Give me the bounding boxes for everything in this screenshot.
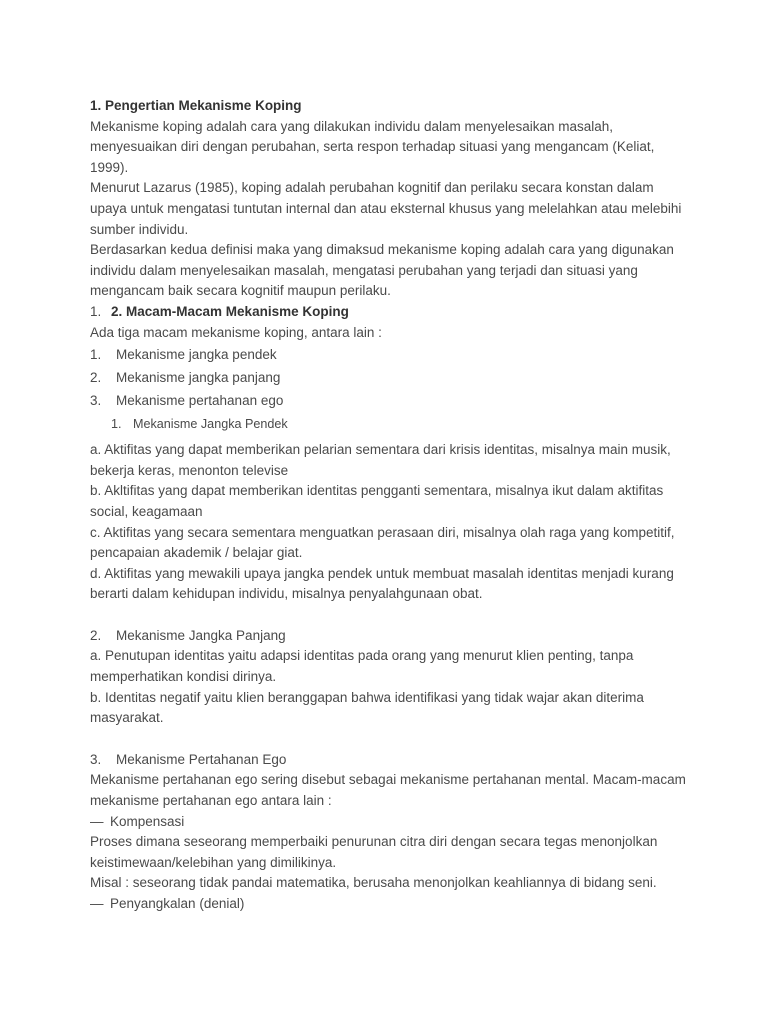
- paragraph-line: memperhatikan kondisi dirinya.: [90, 669, 277, 685]
- list-number: 1.: [90, 303, 102, 319]
- list-number: 1.: [90, 347, 102, 363]
- section-2-heading: [90, 302, 690, 323]
- list-number: 3.: [90, 393, 102, 409]
- subsection-1-heading: [90, 412, 690, 436]
- paragraph-line: Menurut Lazarus (1985), koping adalah perubahan kognitif dan perilaku secara konstan dalam: [90, 180, 654, 196]
- paragraph-line: a. Penutupan identitas yaitu adapsi identitas pada orang yang menurut klien penting, tanpa: [90, 648, 634, 664]
- paragraph-line: individu dalam menyelesaikan masalah, mengatasi perubahan yang terjadi dan situasi yang: [90, 262, 638, 278]
- subsection-3-title: Mekanisme Pertahanan Ego: [116, 751, 287, 767]
- section-2-intro: Ada tiga macam mekanisme koping, antara lain :: [90, 324, 382, 340]
- paragraph-line: d. Aktifitas yang mewakili upaya jangka pendek untuk membuat masalah identitas menjadi kurang: [90, 565, 674, 581]
- subsection-1-title: Mekanisme Jangka Pendek: [133, 417, 288, 432]
- list-item-text: Mekanisme jangka panjang: [116, 370, 281, 386]
- subsection-2-title: Mekanisme Jangka Panjang: [116, 627, 286, 643]
- paragraph-line: Mekanisme pertahanan ego sering disebut sebagai mekanisme pertahanan mental. Macam-macam: [90, 772, 686, 788]
- list-number: 2.: [90, 370, 102, 386]
- spacer: [90, 605, 690, 626]
- paragraph-line: b. Identitas negatif yaitu klien beranggapan bahwa identifikasi yang tidak wajar akan diterima: [90, 689, 644, 705]
- spacer: [90, 729, 690, 750]
- paragraph-line: bekerja keras, menonton televise: [90, 462, 289, 478]
- paragraph-line: c. Aktifitas yang secara sementara menguatkan perasaan diri, misalnya olah raga yang kompetitif,: [90, 524, 675, 540]
- paragraph-line: menyesuaikan diri dengan perubahan, serta respon terhadap situasi yang mengancam (Keliat,: [90, 139, 655, 155]
- section-2-title: 2. Macam-Macam Mekanisme Koping: [111, 303, 349, 319]
- document-body: [90, 96, 690, 915]
- paragraph-line: Mekanisme koping adalah cara yang dilakukan individu dalam menyelesaikan masalah,: [90, 118, 614, 134]
- dash-bullet: —: [90, 813, 104, 829]
- paragraph-line: 1999).: [90, 159, 129, 175]
- paragraph-line: a. Aktifitas yang dapat memberikan pelarian sementara dari krisis identitas, misalnya main musik,: [90, 442, 671, 458]
- list-item: [90, 343, 690, 366]
- dash-item: [90, 812, 690, 833]
- list-item: [90, 389, 690, 412]
- paragraph-line: upaya untuk mengatasi tuntutan internal dan atau eksternal khusus yang melelahkan atau melebihi: [90, 200, 682, 216]
- paragraph-line: Berdasarkan kedua definisi maka yang dimaksud mekanisme koping adalah cara yang digunakan: [90, 242, 674, 258]
- paragraph-line: berarti dalam kehidupan individu, misalnya penyalahgunaan obat.: [90, 586, 483, 602]
- paragraph-line: social, keagamaan: [90, 503, 203, 519]
- paragraph-line: Proses dimana seseorang memperbaiki penurunan citra diri dengan secara tegas menonjolkan: [90, 834, 658, 850]
- paragraph-line: pencapaian akademik / belajar giat.: [90, 545, 303, 561]
- list-item: [90, 366, 690, 389]
- paragraph-line: masyarakat.: [90, 710, 164, 726]
- list-item-text: Mekanisme pertahanan ego: [116, 393, 284, 409]
- dash-bullet: —: [90, 896, 104, 911]
- list-number: 3.: [90, 751, 102, 767]
- paragraph-line: mengancam baik secara kognitif maupun perilaku.: [90, 283, 391, 299]
- paragraph-line: sumber individu.: [90, 221, 189, 237]
- paragraph-line: b. Akltifitas yang dapat memberikan identitas pengganti sementara, misalnya ikut dalam aktifitas: [90, 483, 664, 499]
- paragraph-line: Misal : seseorang tidak pandai matematika, berusaha menonjolkan keahliannya di bidang seni.: [90, 875, 657, 891]
- list-number: 1.: [111, 417, 122, 432]
- dash-item-label: Kompensasi: [110, 813, 185, 829]
- dash-item-label: Penyangkalan (denial): [110, 896, 245, 911]
- list-number: 2.: [90, 627, 102, 643]
- paragraph-line: keistimewaan/kelebihan yang dimilikinya.: [90, 854, 337, 870]
- subsection-2-heading: [90, 626, 690, 647]
- list-item-text: Mekanisme jangka pendek: [116, 347, 277, 363]
- paragraph-line: mekanisme pertahanan ego antara lain :: [90, 793, 332, 809]
- subsection-3-heading: [90, 750, 690, 771]
- section-1-heading: 1. Pengertian Mekanisme Koping: [90, 98, 302, 113]
- dash-item: [90, 894, 690, 915]
